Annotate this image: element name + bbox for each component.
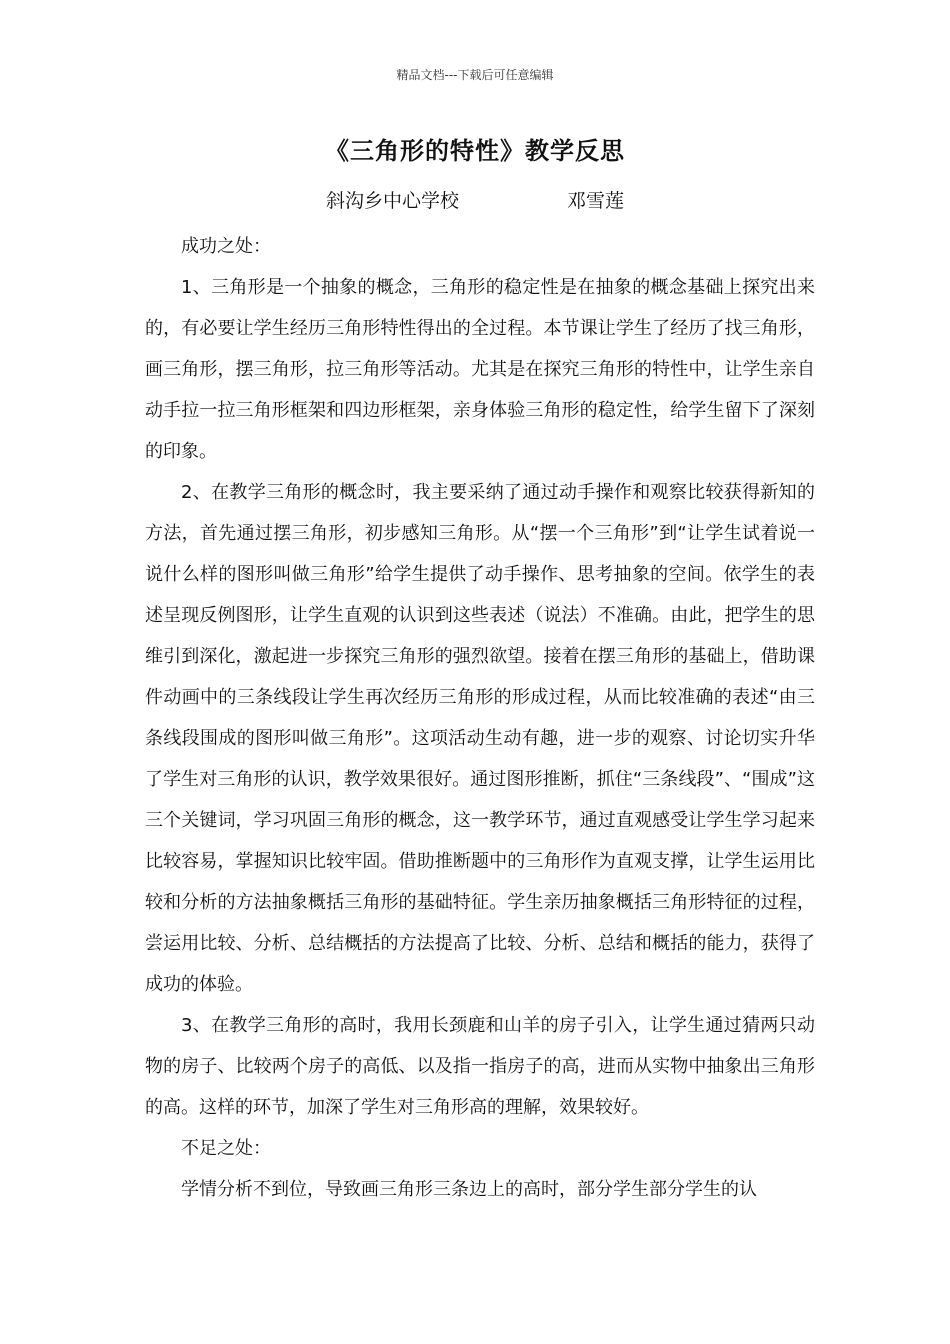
shortcoming-heading: 不足之处： xyxy=(181,1138,271,1159)
page-header-watermark: 精品文档---下载后可任意编辑 xyxy=(396,68,554,82)
success-point-3: 3、在教学三角形的高时，我用长颈鹿和山羊的房子引入，让学生通过猜两只动物的房子、比较两个房子的高低、以及指一指房子的高，进而从实物中抽象出三角形的高。这样的环节，加深了学生对三角形高的理解，效果较好。 xyxy=(145,1015,815,1118)
success-heading: 成功之处： xyxy=(181,236,271,257)
success-point-1: 1、三角形是一个抽象的概念，三角形的稳定性是在抽象的概念基础上探究出来的，有必要让学生经历三角形特性得出的全过程。本节课让学生了经历了找三角形，画三角形，摆三角形，拉三角形等活动。尤其是在探究三角形的特性中，让学生亲自动手拉一拉三角形框架和四边形框架，亲身体验三角形的稳定性，给学生留下了深刻的印象。 xyxy=(145,277,815,462)
author-name: 邓雪莲 xyxy=(567,190,625,212)
shortcoming-paragraph: 学情分析不到位，导致画三角形三条边上的高时，部分学生部分学生的认 xyxy=(181,1179,757,1200)
success-point-2: 2、在教学三角形的概念时，我主要采纳了通过动手操作和观察比较获得新知的方法，首先通过摆三角形，初步感知三角形。从“摆一个三角形”到“让学生试着说一说什么样的图形叫做三角形”给学生提供了动手操作、思考抽象的空间。依学生的表述呈现反例图形，让学生直观的认识到这些表述（说法）不准确。由此，把学生的思维引到深化，激起进一步探究三角形的强烈欲望。接着在摆三角形的基础上，借助课件动画中的三条线段让学生再次经历三角形的形成过程，从而比较准确的表述“由三条线段围成的图形叫做三角形”。这项活动生动有趣，进一步的观察、讨论切实升华了学生对三角形的认识，教学效果很好。通过图形推断，抓住“三条线段”、“围成”这三个关键词，学习巩固三角形的概念，这一教学环节，通过直观感受让学生学习起来比较容易，掌握知识比较牢固。借助推断题中的三角形作为直观支撑，让学生运用比较和分析的方法抽象概括三角形的基础特征。学生亲历抽象概括三角形特征的过程，尝运用比较、分析、总结概括的方法提高了比较、分析、总结和概括的能力，获得了成功的体验。 xyxy=(145,482,815,995)
school-name: 斜沟乡中心学校 xyxy=(325,190,459,212)
byline xyxy=(0,186,950,213)
document-body xyxy=(145,226,815,1210)
document-title: 《三角形的特性》教学反思 xyxy=(325,137,625,165)
